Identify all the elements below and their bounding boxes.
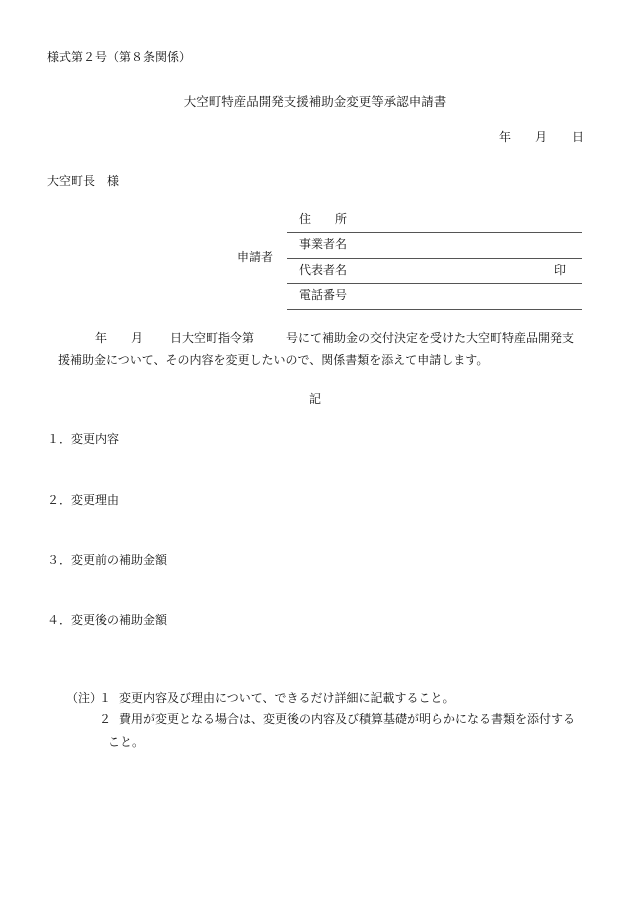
field-divider (287, 309, 582, 310)
applicant-label: 申請者 (237, 250, 274, 264)
phone-label: 電話番号 (299, 288, 348, 302)
note-number: ２ (99, 712, 112, 726)
date-year: 年 (499, 130, 512, 144)
body-line2: 援補助金について、その内容を変更したいので、関係書類を添えて申請します。 (58, 353, 489, 367)
notes-label: （注） (66, 691, 103, 705)
address-label: 住 所 (299, 212, 348, 226)
address-field[interactable] (287, 207, 582, 232)
representative-field[interactable] (287, 258, 582, 283)
document-title: 大空町特産品開発支援補助金変更等承認申請書 (183, 94, 447, 109)
note-text: 変更内容及び理由について、できるだけ詳細に記載すること。 (119, 691, 455, 705)
business-name-label: 事業者名 (299, 237, 348, 251)
item-change-content: １．変更内容 (47, 432, 120, 446)
form-number: 様式第２号（第８条関係） (47, 50, 192, 64)
representative-label: 代表者名 (299, 263, 348, 277)
note-text: 費用が変更となる場合は、変更後の内容及び積算基礎が明らかになる書類を添付する (119, 712, 576, 726)
note-number: １ (99, 691, 112, 705)
item-amount-before: ３．変更前の補助金額 (47, 553, 168, 567)
note-text-continued: こと。 (108, 735, 145, 749)
date-month: 月 (535, 130, 548, 144)
seal-mark: 印 (553, 263, 566, 277)
phone-field[interactable] (287, 283, 582, 308)
ki-heading: 記 (308, 392, 321, 406)
item-change-reason: ２．変更理由 (47, 493, 120, 507)
body-directive: 日大空町指令第 (170, 331, 255, 345)
recipient: 大空町長 様 (47, 174, 120, 188)
date-day: 日 (572, 130, 585, 144)
item-amount-after: ４．変更後の補助金額 (47, 613, 168, 627)
business-name-field[interactable] (287, 232, 582, 257)
body-month: 月 (131, 331, 144, 345)
body-line1-end: 号にて補助金の交付決定を受けた大空町特産品開発支 (286, 331, 575, 345)
body-year: 年 (95, 331, 108, 345)
